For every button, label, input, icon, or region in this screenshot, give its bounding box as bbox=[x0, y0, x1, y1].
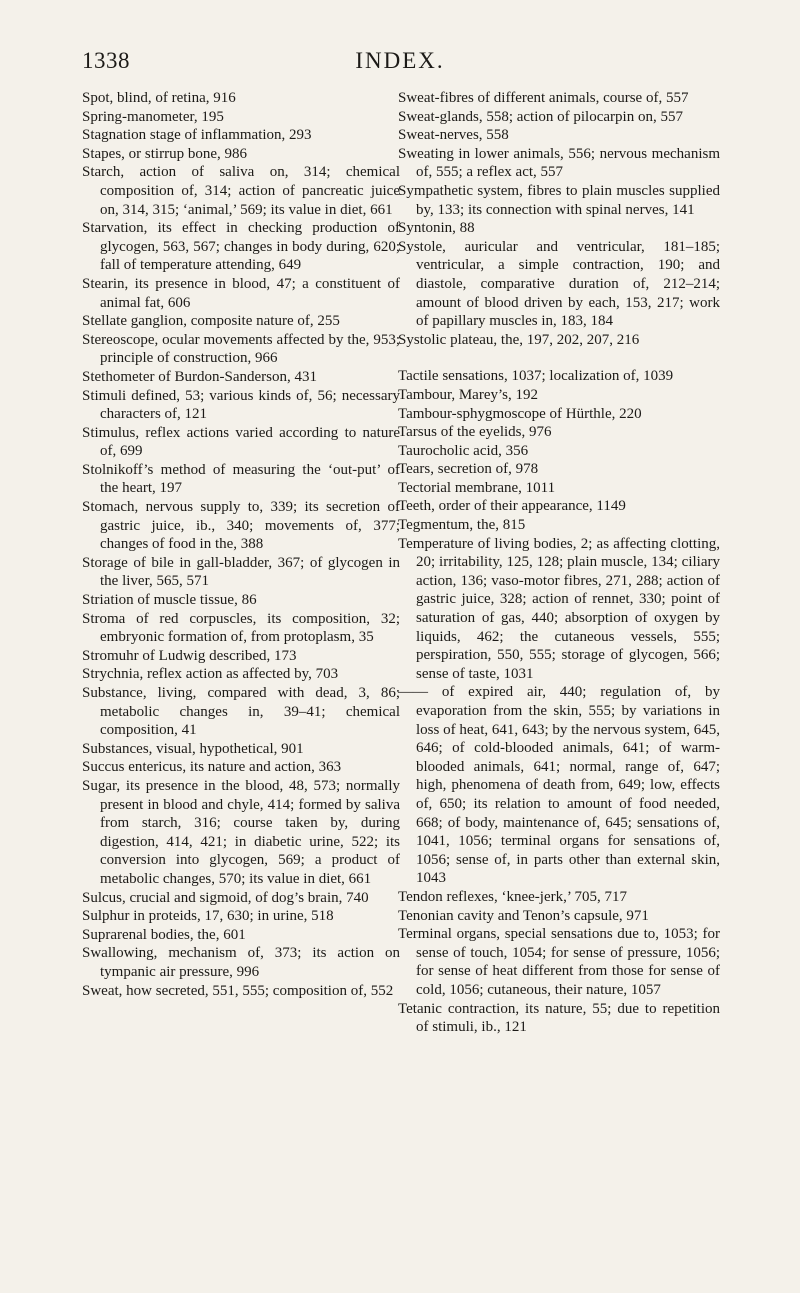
index-entry: Spot, blind, of retina, 916 bbox=[82, 90, 236, 106]
index-entry: Stethometer of Burdon-Sanderson, 431 bbox=[82, 368, 317, 385]
index-entry: Starvation, its effect in checking production of glycogen, 563, 567; changes in body during, 620; fall of temperature attending, 649 bbox=[82, 220, 400, 274]
index-entry: Sweat-nerves, 558 bbox=[398, 127, 509, 144]
index-entry: Sweat, how secreted, 551, 555; composition of, 552 bbox=[82, 982, 394, 999]
index-entry: Terminal organs, special sensations due to, 1053; for sense of touch, 1054; for sense of pressure, 1056; for sense of heat different from those for sense of cold, 1056; cutaneous, their nature, 1057 bbox=[398, 926, 720, 998]
index-entry: Stomach, nervous supply to, 339; its secretion of gastric juice, ib., 340; movements of, 377; changes of food in the, 388 bbox=[82, 499, 400, 553]
index-entry: Stroma of red corpuscles, its composition, 32; embryonic formation of, from protoplasm, 35 bbox=[82, 610, 400, 646]
index-entry: Tears, secretion of, 978 bbox=[398, 461, 539, 478]
index-entry: Stellate ganglion, composite nature of, 255 bbox=[82, 313, 340, 330]
index-entry: Stagnation stage of inflammation, 293 bbox=[82, 127, 312, 144]
page-number: 1338 bbox=[82, 48, 130, 73]
index-entry: Sulcus, crucial and sigmoid, of dog’s brain, 740 bbox=[82, 889, 369, 906]
index-entry: Systole, auricular and ventricular, 181–185; ventricular, a simple contraction, 190; and diastole, comparative duration of, 212–214; amount of blood driven by each, 153, 217; work of papillary muscles in, 183, 184 bbox=[398, 238, 720, 330]
index-entry: Sulphur in proteids, 17, 630; in urine, 518 bbox=[82, 908, 334, 925]
index-entry: Taurocholic acid, 356 bbox=[398, 442, 529, 459]
index-entry: Tarsus of the eyelids, 976 bbox=[398, 424, 552, 441]
index-entry: Storage of bile in gall-bladder, 367; of glycogen in the liver, 565, 571 bbox=[82, 554, 400, 590]
page-header bbox=[58, 30, 742, 80]
index-entry: Sweating in lower animals, 556; nervous mechanism of, 555; a reflex act, 557 bbox=[398, 145, 720, 181]
index-entry: Tegmentum, the, 815 bbox=[398, 517, 526, 534]
index-entry: Tetanic contraction, its nature, 55; due to repetition of stimuli, ib., 121 bbox=[398, 1000, 720, 1036]
index-entry: Striation of muscle tissue, 86 bbox=[82, 592, 257, 609]
index-entry: Stolnikoff’s method of measuring the ‘out-put’ of the heart, 197 bbox=[82, 461, 400, 497]
index-entry: Tenonian cavity and Tenon’s capsule, 971 bbox=[398, 907, 649, 924]
index-entry: Sympathetic system, fibres to plain muscles supplied by, 133; its connection with spinal nerves, 141 bbox=[398, 182, 720, 218]
index-entry: Tambour, Marey’s, 192 bbox=[398, 386, 538, 403]
index-entry: Stapes, or stirrup bone, 986 bbox=[82, 145, 247, 162]
index-entry: Succus entericus, its nature and action, 363 bbox=[82, 759, 342, 776]
index-entry: Swallowing, mechanism of, 373; its action on tympanic air pressure, 996 bbox=[82, 945, 400, 980]
index-section-s bbox=[398, 89, 720, 349]
index-entry: Stimulus, reflex actions varied according to nature of, 699 bbox=[82, 424, 400, 460]
index-entry: Sugar, its presence in the blood, 48, 573; normally present in blood and chyle, 414; formed by saliva from starch, 316; course taken by, during digestion, 414, 421; in diabetic urine, 522; its conversion into glycogen, 569; a product of metabolic changes, 570; its value in diet, 661 bbox=[82, 777, 400, 887]
index-entry: Substances, visual, hypothetical, 901 bbox=[82, 740, 304, 757]
index-entry: Stimuli defined, 53; various kinds of, 56; necessary characters of, 121 bbox=[82, 387, 400, 423]
index-entry: Teeth, order of their appearance, 1149 bbox=[398, 498, 626, 515]
index-entry: Strychnia, reflex action as affected by, 703 bbox=[82, 666, 339, 683]
index-entry: Stearin, its presence in blood, 47; a constituent of animal fat, 606 bbox=[82, 275, 400, 311]
index-entry: Tendon reflexes, ‘knee-jerk,’ 705, 717 bbox=[398, 888, 627, 905]
index-entry: Tectorial membrane, 1011 bbox=[398, 479, 556, 496]
index-column-right bbox=[398, 89, 720, 1037]
index-entry: —— of expired air, 440; regulation of, by evaporation from the skin, 555; by variations in loss of heat, 641, 643; by the nervous system, 645, 646; of cold-blooded animals, 641; of warm-blooded animals, 641; normal, range of, 647; high, phenomena of death from, 649; low, effects of, 650; its relation to amount of food needed, 668; of body, maintenance of, 645; sensations of, 1041, 1056; terminal organs for sensations of, 1056; sense of, in parts other than external skin, 1043 bbox=[398, 684, 720, 887]
section-gap bbox=[398, 349, 720, 367]
index-section-t bbox=[398, 367, 720, 1036]
index-entry: Tambour-sphygmoscope of Hürthle, 220 bbox=[398, 405, 642, 422]
index-entry: Spring-manometer, 195 bbox=[82, 108, 224, 125]
index-entry: Temperature of living bodies, 2; as affecting clotting, 20; irritability, 125, 128; plain muscle, 134; ciliary action, 136; vaso-motor fibres, 271, 288; action of gastric juice, 328; action of rennet, 330; point of saturation of gas, 440; absorption of oxygen by liquids, 462; the cutaneous vessels, 555; perspiration, 550, 555; storage of glycogen, 566; sense of taste, 1031 bbox=[398, 535, 720, 682]
index-entry: Syntonin, 88 bbox=[398, 220, 475, 237]
index-entry: Sweat-fibres of different animals, course of, 557 bbox=[398, 90, 689, 106]
index-entry: Tactile sensations, 1037; localization of, 1039 bbox=[398, 368, 674, 385]
index-entry: Suprarenal bodies, the, 601 bbox=[82, 926, 246, 943]
index-entry: Stromuhr of Ludwig described, 173 bbox=[82, 647, 297, 664]
index-entry: Stereoscope, ocular movements affected by the, 953; principle of construction, 966 bbox=[82, 331, 400, 367]
index-entry: Sweat-glands, 558; action of pilocarpin on, 557 bbox=[398, 108, 683, 125]
index-entry: Systolic plateau, the, 197, 202, 207, 216 bbox=[398, 331, 640, 348]
index-entry: Starch, action of saliva on, 314; chemical composition of, 314; action of pancreatic juice on, 314, 315; ‘animal,’ 569; its value in diet, 661 bbox=[82, 164, 400, 218]
index-entry: Substance, living, compared with dead, 3, 86; metabolic changes in, 39–41; chemical composition, 41 bbox=[82, 685, 400, 739]
index-column-left bbox=[82, 89, 400, 1000]
running-head: INDEX. bbox=[355, 48, 445, 73]
